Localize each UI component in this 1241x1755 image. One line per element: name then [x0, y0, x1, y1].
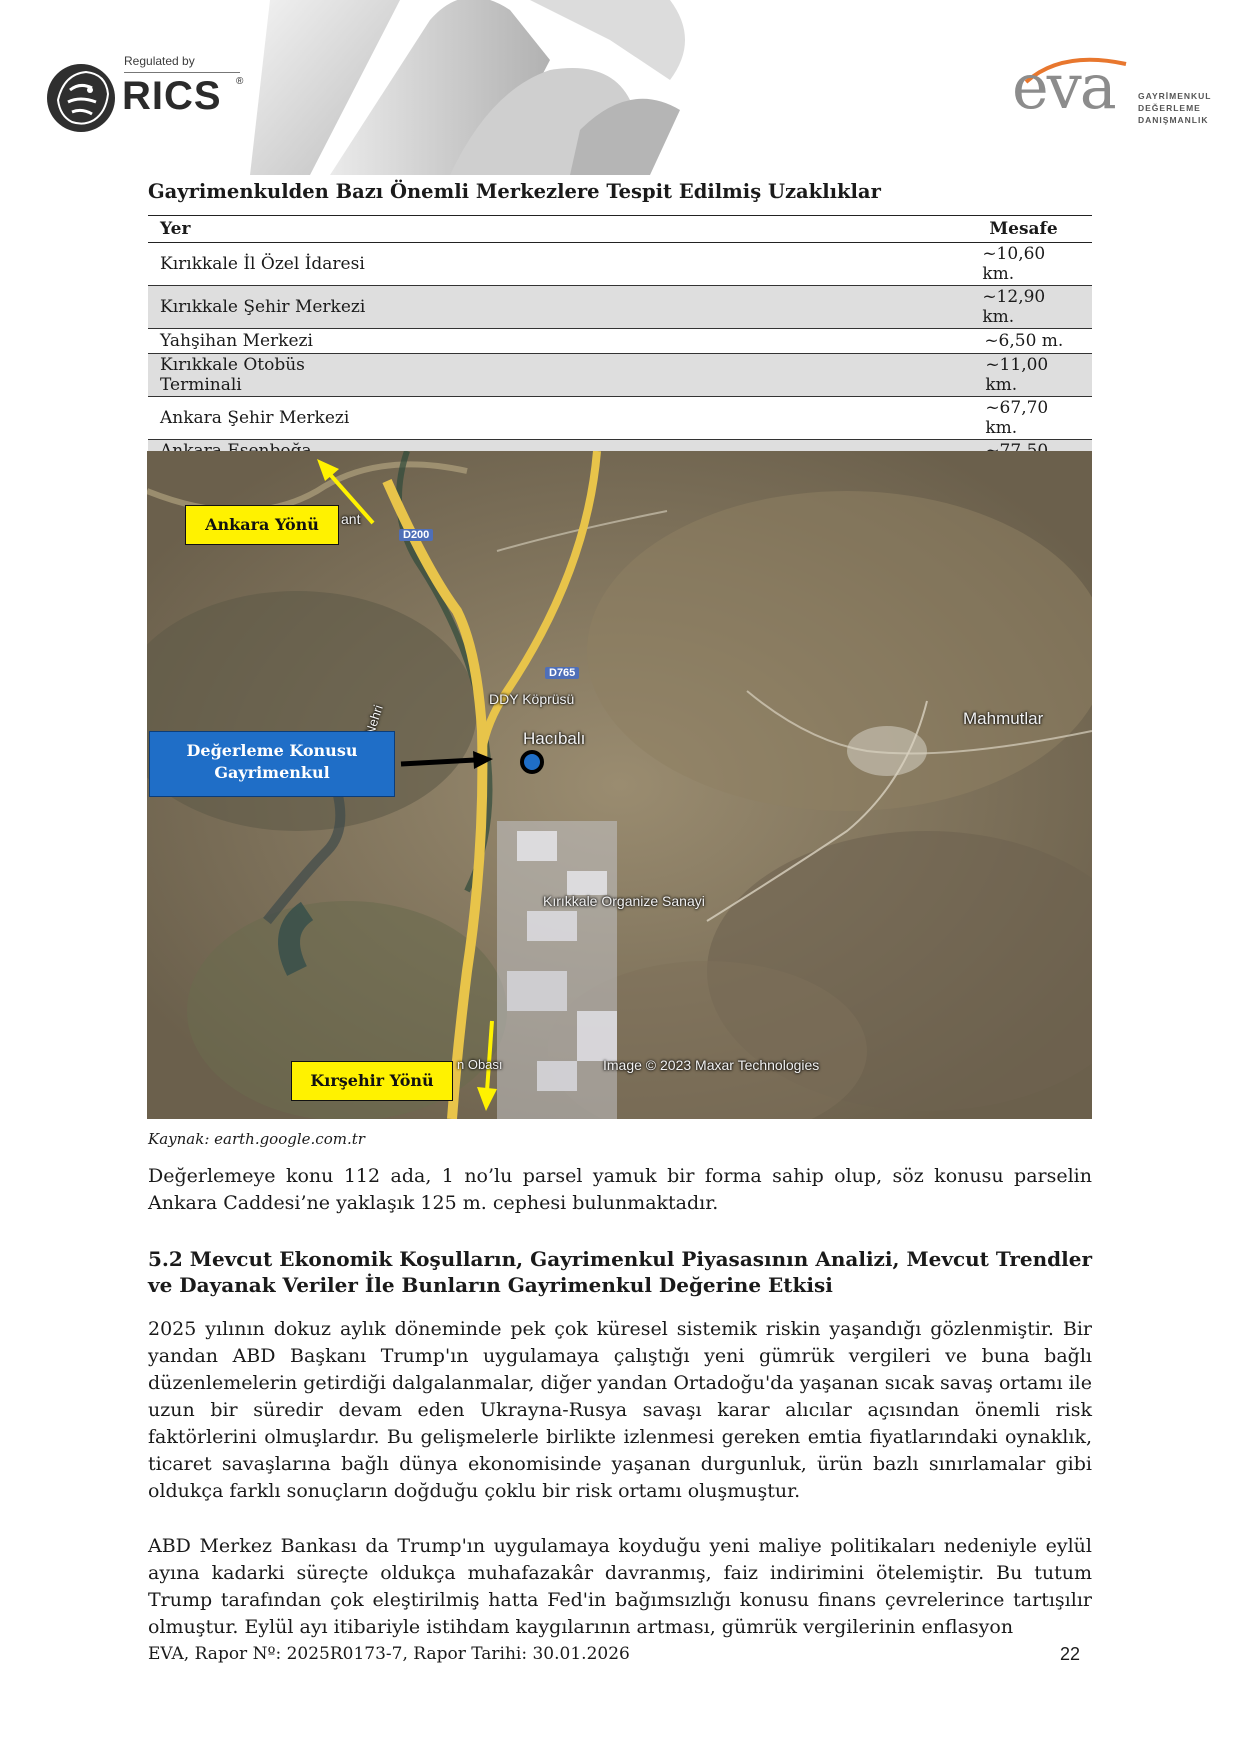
map-label-obasi: n Obası [457, 1057, 503, 1072]
eva-logo [1012, 50, 1222, 136]
road-shield-d200: D200 [399, 529, 433, 541]
col-place-header: Yer [148, 216, 396, 243]
rics-wordmark: RICS [122, 74, 222, 118]
col-distance-header: Mesafe [396, 216, 1092, 243]
header-decoration [250, 0, 720, 175]
distance-cell: ~6,50 m. [396, 329, 1092, 354]
eva-sub-line-1: GAYRİMENKUL [1138, 91, 1212, 101]
ankara-direction-label: Ankara Yönü [185, 505, 339, 545]
distances-title: Gayrimenkulden Bazı Önemli Merkezlere Tespit Edilmiş Uzaklıklar [148, 180, 881, 203]
road-shield-d765: D765 [545, 667, 579, 679]
table-row [148, 397, 1092, 440]
footer-report-info: EVA, Rapor Nº: 2025R0173-7, Rapor Tarihi: 30.01.2026 [148, 1644, 630, 1664]
table-row [148, 329, 1092, 354]
lion-icon [44, 60, 118, 136]
parcel-paragraph-block [148, 1163, 1092, 1217]
map-label-mahmutlar: Mahmutlar [963, 709, 1044, 728]
table-row [148, 354, 1092, 397]
section-title: 5.2 Mevcut Ekonomik Koşulların, Gayrimenkul Piyasasının Analizi, Mevcut Trendler ve Dayanak Veriler İle Bunların Gayrimenkul Değerine Etkisi [148, 1247, 1092, 1297]
map-label-ant: ant [341, 511, 361, 527]
eva-wordmark: eva [1012, 50, 1115, 123]
map-label-osb: Kırıkkale Organize Sanayi [543, 893, 705, 909]
eva-sub-line-2: DEĞERLEME [1138, 103, 1201, 113]
subject-label-line-2: Gayrimenkul [214, 763, 330, 782]
distance-cell: ~10,60 km. [396, 243, 1092, 286]
place-cell: Yahşihan Merkezi [148, 329, 396, 354]
rics-registered-mark: ® [236, 76, 244, 87]
table-row [148, 243, 1092, 286]
map-source-caption: Kaynak: earth.google.com.tr [148, 1130, 365, 1148]
table-row [148, 286, 1092, 329]
place-cell: Kırıkkale Şehir Merkezi [148, 286, 396, 329]
distance-cell: ~11,00 km. [396, 354, 1092, 397]
distance-cell: ~67,70 km. [396, 397, 1092, 440]
rics-logo [44, 52, 244, 138]
rics-regulated-text: Regulated by [124, 54, 195, 68]
kirsehir-direction-label: Kırşehir Yönü [291, 1061, 453, 1101]
place-cell: Kırıkkale Otobüs Terminali [148, 354, 396, 397]
eva-sub-line-3: DANIŞMANLIK [1138, 115, 1209, 125]
eva-subtitle [1138, 90, 1212, 126]
satellite-map [147, 451, 1092, 1119]
place-cell: Ankara Şehir Merkezi [148, 397, 396, 440]
table-header-row [148, 216, 1092, 243]
economy-paragraph-block [148, 1316, 1092, 1505]
fed-paragraph-block [148, 1533, 1092, 1641]
rics-divider [124, 72, 240, 73]
subject-property-label [149, 731, 395, 797]
economy-paragraph-1: 2025 yılının dokuz aylık döneminde pek çok küresel sistemik riskin yaşandığı gözlenmiştir. Bir yandan ABD Başkanı Trump'ın uygulamaya çalıştığı yeni gümrük vergileri ve buna bağlı düzenlemelerin getirdiği dalgalanmalar, diğer yandan Ortadoğu'da yaşanan sıcak savaş ortamı ile uzun bir süredir devam eden Ukrayna-Rusya savaşı karar alıcılar açısından önemli risk faktörlerini olmuşlardır. Bu gelişmelerle birlikte izlenmesi gereken emtia fiyatlarındaki oynaklık, ticaret savaşlarına bağlı dünya ekonomisinde yaşanan durgunluk, ürün bazlı sınırlamalar gibi oldukça farklı sonuçların doğduğu çoklu bir risk ortamı oluşmuştur. [148, 1318, 1092, 1502]
subject-label-line-1: Değerleme Konusu [186, 741, 358, 760]
map-label-ddy: DDY Köprüsü [489, 691, 575, 707]
distance-cell: ~12,90 km. [396, 286, 1092, 329]
parcel-paragraph: Değerlemeye konu 112 ada, 1 no’lu parsel yamuk bir forma sahip olup, söz konusu parselin Ankara Caddesi’ne yaklaşık 125 m. cephesi bulunmaktadır. [148, 1165, 1092, 1214]
page-number: 22 [1060, 1644, 1081, 1664]
economy-paragraph-2: ABD Merkez Bankası da Trump'ın uygulamaya koyduğu yeni maliye politikaları nedeniyle eylül ayına kadarki süreçte oldukça muhafazakâr davranmış, faiz indirimini ötelemiştir. Bu tutum Trump tarafından çok eleştirilmiş hatta Fed'in bağımsızlığı konusu finans çevrelerince tartışılır olmuştur. Eylül ayı itibariyle istihdam kaygılarının artması, gümrük vergilerinin enflasyon [148, 1535, 1092, 1638]
map-copyright: Image © 2023 Maxar Technologies [603, 1057, 820, 1073]
place-cell: Kırıkkale İl Özel İdaresi [148, 243, 396, 286]
map-label-hacibali: Hacıbalı [523, 729, 586, 748]
